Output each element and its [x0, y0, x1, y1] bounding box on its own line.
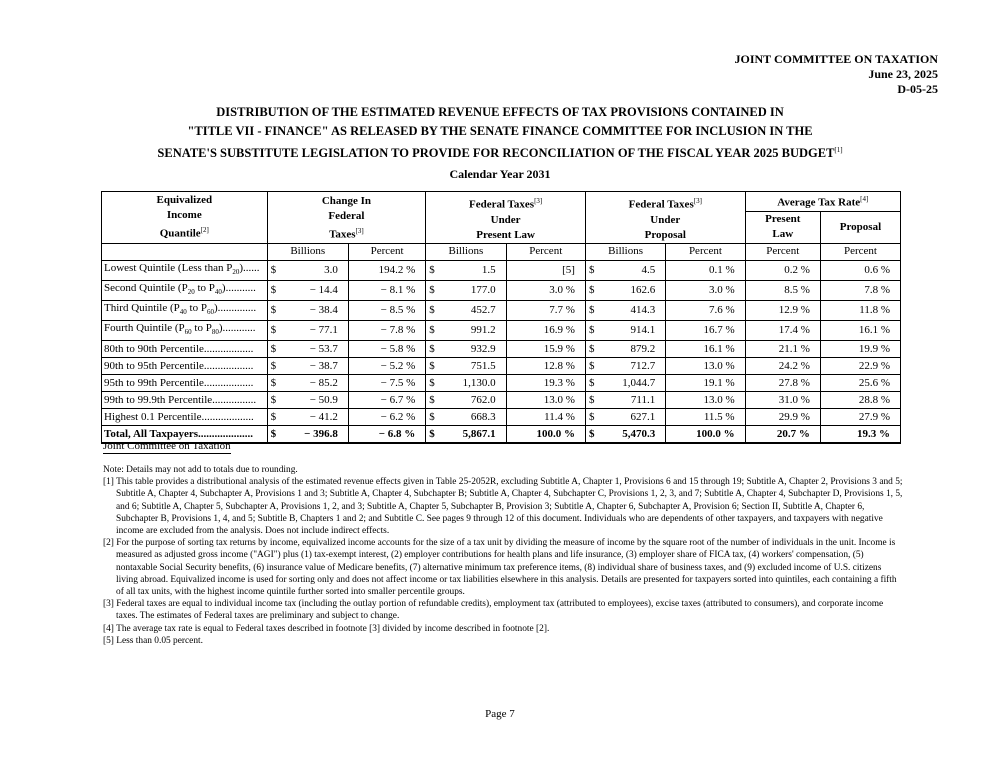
proposal-billions: 914.1: [605, 321, 666, 341]
atr-proposal: 16.1 %: [820, 321, 900, 341]
change-percent: − 8.5 %: [348, 301, 425, 321]
present-law-percent: 3.0 %: [506, 280, 585, 300]
change-percent: − 8.1 %: [348, 280, 425, 300]
currency-symbol: $: [426, 409, 446, 426]
proposal-percent: 3.0 %: [666, 280, 745, 300]
proposal-billions: 5,470.3: [605, 426, 666, 444]
change-billions: − 53.7: [287, 341, 349, 358]
change-percent: − 6.2 %: [348, 409, 425, 426]
atr-proposal: 11.8 %: [820, 301, 900, 321]
present-law-header: Federal Taxes[3] Under Present Law: [426, 192, 586, 244]
atr-proposal: 22.9 %: [820, 358, 900, 375]
row-label: Highest 0.1 Percentile...................: [102, 409, 268, 426]
proposal-billions: 414.3: [605, 301, 666, 321]
proposal-percent: 100.0 %: [666, 426, 745, 444]
atr-proposal: 0.6 %: [820, 260, 900, 280]
row-label: Second Quintile ($P_{20}$ to $P_{40}$)...........: [102, 280, 268, 300]
org-name: JOINT COMMITTEE ON TAXATION: [734, 52, 938, 66]
currency-symbol: $: [426, 375, 446, 392]
currency-symbol: $: [267, 260, 287, 280]
present-law-billions: 1.5: [446, 260, 507, 280]
present-law-percent: 11.4 %: [506, 409, 585, 426]
change-billions: − 50.9: [287, 392, 349, 409]
document-date: June 23, 2025: [868, 67, 938, 81]
title-line-2: "TITLE VII - FINANCE" AS RELEASED BY THE SENATE FINANCE COMMITTEE FOR INCLUSION IN THE: [187, 124, 813, 138]
atr-present-law: 31.0 %: [745, 392, 820, 409]
currency-symbol: $: [267, 426, 287, 444]
footnote-5: [5] Less than 0.05 percent.: [103, 635, 203, 646]
proposal-billions: 4.5: [605, 260, 666, 280]
row-label: 80th to 90th Percentile..................: [102, 341, 268, 358]
proposal-percent: 11.5 %: [666, 409, 745, 426]
quantile-column-header: Equivalized Income Quantile[2]: [156, 194, 213, 240]
present-law-billions: 668.3: [446, 409, 507, 426]
change-percent: − 7.5 %: [348, 375, 425, 392]
currency-symbol: $: [426, 321, 446, 341]
table-row: [102, 409, 901, 426]
atr-proposal: 19.9 %: [820, 341, 900, 358]
table-row: [102, 341, 901, 358]
atr-proposal: 27.9 %: [820, 409, 900, 426]
footnote-3: [3] Federal taxes are equal to individual income tax (including the outlay portion of refundable credits), employment tax (attributed to employees), excise taxes (attributed to consumers), and corporate income taxes. The estimates of Federal taxes are preliminary and subject to change.: [103, 599, 884, 622]
atr-proposal-header: Proposal: [820, 211, 900, 243]
distribution-table: [101, 191, 901, 444]
change-percent: − 7.8 %: [348, 321, 425, 341]
present-law-percent: 12.8 %: [506, 358, 585, 375]
footnote-4: [4] The average tax rate is equal to Federal taxes described in footnote [3] divided by income described in footnote [2].: [103, 623, 550, 634]
table-row: [102, 301, 901, 321]
proposal-percent: 19.1 %: [666, 375, 745, 392]
proposal-percent: 0.1 %: [666, 260, 745, 280]
proposal-billions: 879.2: [605, 341, 666, 358]
present-law-billions: 5,867.1: [446, 426, 507, 444]
document-id: D-05-25: [897, 82, 938, 96]
proposal-percent: 16.7 %: [666, 321, 745, 341]
currency-symbol: $: [426, 392, 446, 409]
atr-present-law: 24.2 %: [745, 358, 820, 375]
present-law-percent: 13.0 %: [506, 392, 585, 409]
source-line: Joint Committee on Taxation: [103, 440, 231, 452]
row-label: Total, All Taxpayers....................: [102, 426, 268, 444]
atr-present-law: 8.5 %: [745, 280, 820, 300]
change-billions: − 14.4: [287, 280, 349, 300]
proposal-percent: 7.6 %: [666, 301, 745, 321]
proposal-billions: 712.7: [605, 358, 666, 375]
present-law-billions: 751.5: [446, 358, 507, 375]
present-law-billions: 1,130.0: [446, 375, 507, 392]
proposal-percent: 13.0 %: [666, 358, 745, 375]
change-percent: 194.2 %: [348, 260, 425, 280]
average-tax-rate-header: Average Tax Rate[4]: [745, 192, 900, 212]
currency-symbol: $: [426, 260, 446, 280]
present-law-percent: 15.9 %: [506, 341, 585, 358]
currency-symbol: $: [585, 409, 605, 426]
table-row: [102, 358, 901, 375]
row-label: 90th to 95th Percentile..................: [102, 358, 268, 375]
present-law-percent: 7.7 %: [506, 301, 585, 321]
atr-present-law: 27.8 %: [745, 375, 820, 392]
currency-symbol: $: [426, 358, 446, 375]
currency-symbol: $: [585, 375, 605, 392]
currency-symbol: $: [426, 426, 446, 444]
currency-symbol: $: [267, 409, 287, 426]
proposal-billions: 711.1: [605, 392, 666, 409]
proposal-percent: 13.0 %: [666, 392, 745, 409]
atr-present-law: 29.9 %: [745, 409, 820, 426]
currency-symbol: $: [585, 301, 605, 321]
currency-symbol: $: [585, 426, 605, 444]
present-law-percent: 19.3 %: [506, 375, 585, 392]
change-billions: − 85.2: [287, 375, 349, 392]
currency-symbol: $: [267, 301, 287, 321]
document-title: [0, 103, 1000, 163]
currency-symbol: $: [585, 321, 605, 341]
currency-symbol: $: [267, 280, 287, 300]
present-law-percent: 16.9 %: [506, 321, 585, 341]
row-label: Fourth Quintile ($P_{60}$ to $P_{80}$)............: [102, 321, 268, 341]
table-row: [102, 392, 901, 409]
present-law-billions: 177.0: [446, 280, 507, 300]
change-billions: − 77.1: [287, 321, 349, 341]
proposal-percent: 16.1 %: [666, 341, 745, 358]
currency-symbol: $: [426, 341, 446, 358]
title-line-3: SENATE'S SUBSTITUTE LEGISLATION TO PROVIDE FOR RECONCILIATION OF THE FISCAL YEAR 2025 BUDGET[1]: [157, 146, 843, 161]
present-law-billions: 991.2: [446, 321, 507, 341]
row-label: Third Quintile ($P_{40}$ to $P_{60}$)..............: [102, 301, 268, 321]
change-billions: − 396.8: [287, 426, 349, 444]
currency-symbol: $: [585, 280, 605, 300]
title-footnote-ref: [1]: [834, 146, 843, 154]
proposal-taxes-header: Federal Taxes[3] Under Proposal: [585, 192, 745, 244]
row-label: 95th to 99th Percentile..................: [102, 375, 268, 392]
present-law-percent: 100.0 %: [506, 426, 585, 444]
present-law-billions: 932.9: [446, 341, 507, 358]
document-header: [735, 52, 938, 97]
currency-symbol: $: [585, 260, 605, 280]
change-billions: 3.0: [287, 260, 349, 280]
proposal-billions: 1,044.7: [605, 375, 666, 392]
currency-symbol: $: [426, 301, 446, 321]
atr-present-law-header: Present Law: [745, 211, 820, 243]
atr-present-law: 20.7 %: [745, 426, 820, 444]
table-row: [102, 321, 901, 341]
change-billions: − 41.2: [287, 409, 349, 426]
footnote-2: [2] For the purpose of sorting tax returns by income, equivalized income accounts for the size of a tax unit by dividing the measure of income by the square root of the number of individuals in the unit. Income is measured as adjusted gross income ("AGI") plus (1) tax-exempt interest, (2) employer contributions for health plans and life insurance, (3) employer share of FICA tax, (4) workers' compensation, (5) nontaxable Social Security benefits, (6) insurance value of Medicare benefits, (7) alternative minimum tax preference items, (8) individual share of business taxes, and (9) excluded income of U.S. citizens living abroad. Equivalized income is used for sorting only and does not affect income or tax liabilities elsewhere in this analysis. Details are presented for taxpayers sorted into quintiles, each containing a fifth of all tax units, with the highest income quintile further sorted into smaller percentile groups.: [103, 538, 897, 598]
note-rounding: Note: Details may not add to totals due to rounding.: [103, 465, 298, 475]
change-percent: − 6.8 %: [348, 426, 425, 444]
atr-present-law: 0.2 %: [745, 260, 820, 280]
table-row: [102, 260, 901, 280]
row-label: 99th to 99.9th Percentile................: [102, 392, 268, 409]
subheader-row: Billions Percent Billions Percent Billions Percent Percent Percent: [102, 243, 901, 260]
currency-symbol: $: [585, 358, 605, 375]
table-row: [102, 375, 901, 392]
currency-symbol: $: [585, 392, 605, 409]
row-label: Lowest Quintile (Less than $P_{20}$)......: [102, 260, 268, 280]
footnotes: [103, 464, 903, 647]
proposal-billions: 627.1: [605, 409, 666, 426]
change-billions: − 38.7: [287, 358, 349, 375]
currency-symbol: $: [267, 392, 287, 409]
atr-present-law: 17.4 %: [745, 321, 820, 341]
atr-present-law: 21.1 %: [745, 341, 820, 358]
atr-present-law: 12.9 %: [745, 301, 820, 321]
currency-symbol: $: [267, 358, 287, 375]
currency-symbol: $: [267, 375, 287, 392]
atr-proposal: 25.6 %: [820, 375, 900, 392]
currency-symbol: $: [426, 280, 446, 300]
proposal-billions: 162.6: [605, 280, 666, 300]
present-law-percent: [5]: [506, 260, 585, 280]
change-percent: − 5.2 %: [348, 358, 425, 375]
change-percent: − 6.7 %: [348, 392, 425, 409]
table-row: [102, 280, 901, 300]
present-law-billions: 452.7: [446, 301, 507, 321]
footnote-1: [1] This table provides a distributional analysis of the estimated revenue effects given in Table 25-2052R, excluding Subtitle A, Chapter 1, Provisions 6 and 15 through 19; Subtitle A, Chapter 2, Provisions 3 and 5; Subtitle A, Chapter 4, Subchapter A, Provisions 1 and 3; Subtitle A, Chapter 4, Subchapter B; Subtitle A, Chapter 4, Subchapter C, Provisions 1, 2, 3, and 7; Subtitle A, Chapter 4, Subchapter D, Provisions 1, 5, and 6; Subtitle A, Chapter 5, Subchapter A, Provisions 1, 2, and 3; Subtitle A, Chapter 5, Subchapter B, Provision 3; Subtitle A, Chapter 6, Subchapter A, Provision 6; Section II, Subtitle A, Chapter 6, Subchapter B, Provisions 1, 4, and 5; Subtitle B, Chapters 1 and 2; and Subtitle C. See pages 9 through 12 of this document. Individuals who are dependents of other taxpayers, and taxpayers with negative income are excluded from the analysis. Does not include indirect effects.: [103, 477, 903, 537]
currency-symbol: $: [267, 321, 287, 341]
change-percent: − 5.8 %: [348, 341, 425, 358]
change-billions: − 38.4: [287, 301, 349, 321]
atr-proposal: 28.8 %: [820, 392, 900, 409]
present-law-billions: 762.0: [446, 392, 507, 409]
atr-proposal: 19.3 %: [820, 426, 900, 444]
title-line-1: DISTRIBUTION OF THE ESTIMATED REVENUE EFFECTS OF TAX PROVISIONS CONTAINED IN: [216, 105, 784, 119]
change-in-taxes-header: Change In Federal Taxes[3]: [267, 192, 426, 244]
atr-proposal: 7.8 %: [820, 280, 900, 300]
page-number: Page 7: [485, 708, 515, 720]
calendar-year: Calendar Year 2031: [449, 167, 551, 181]
currency-symbol: $: [267, 341, 287, 358]
currency-symbol: $: [585, 341, 605, 358]
